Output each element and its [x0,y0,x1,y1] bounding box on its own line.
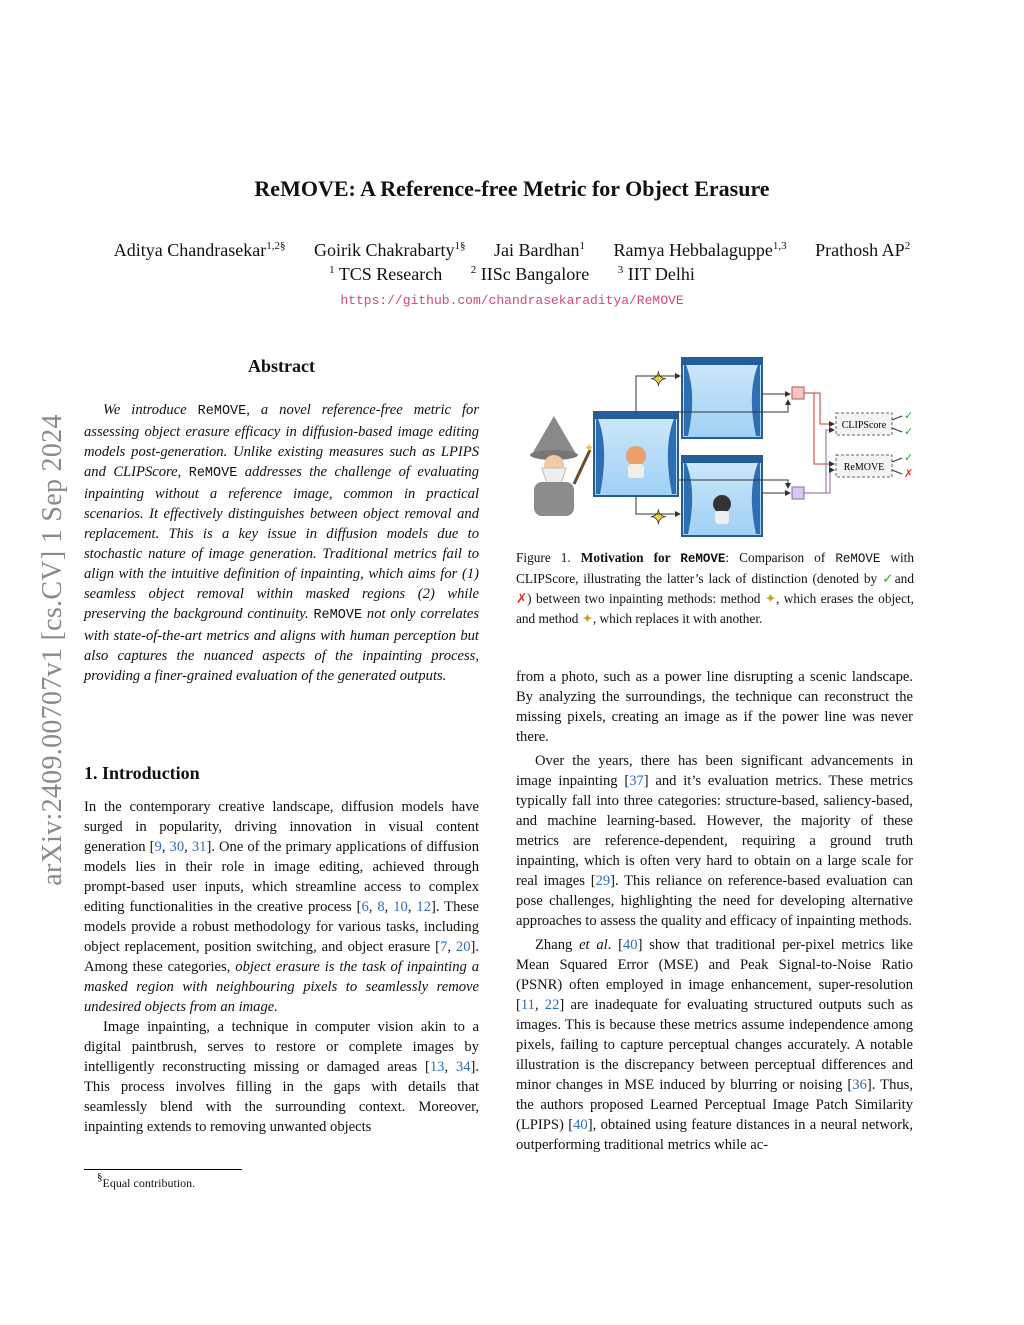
section-heading-introduction: 1. Introduction [84,763,200,783]
embedding-node-bottom [792,487,804,499]
figure-1-caption: Figure 1. Motivation for ReMOVE: Comparison of ReMOVE with CLIPScore, illustrating the latter’s lack of distinction (denoted by ✓and ✗) between two inpainting methods: method ✦, which erases the object, and method ✦, which replaces it with another. [516,550,915,626]
abstract-paragraph: We introduce ReMOVE, a novel reference-free metric for assessing object erasure efficacy in diffusion-based image editing models post-generation. Unlike existing measures such as LPIPS and CLIPScore, ReMOVE addresses the challenge of evaluating inpainting without a reference image, common in practical scenarios. It effectively distinguishes between object removal and replacement. This is a key issue in diffusion models due to stochastic nature of image generation. Traditional metrics fail to align with the intuitive definition of inpainting, which aims for (1) seamless object removal within masked regions (2) while preserving the background continuity. ReMOVE not only correlates with state-of-the-art metrics and aligns with human perception but also captures the nuanced aspects of the inpainting process, providing a finer-grained evaluation of the generated outputs. [84,402,480,684]
embedding-node-top [792,387,804,399]
citation-link[interactable]: 34 [455,1059,471,1075]
citation-link[interactable]: 37 [629,773,644,789]
citation-link[interactable]: 40 [573,1117,588,1133]
citation-link[interactable]: 7 [440,939,448,955]
citation-link[interactable]: 10 [393,899,408,915]
check-mark: ✓ [904,426,914,438]
affiliation-2: $^2$ IISc Bangalore [470,264,590,284]
paper-title: ReMOVE: A Reference-free Metric for Object Erasure [254,176,770,201]
author-list [0,240,1024,261]
affiliation-3: $^3$ IIT Delhi [617,264,695,284]
method-b-sparkle-icon: ✦ [650,507,667,529]
output-image-erased [682,358,762,438]
citation-link[interactable]: 8 [377,899,385,915]
arxiv-id: arXiv:2409.00707v1 [cs.CV] 1 Sep 2024 [37,414,68,886]
citation-link[interactable]: 22 [544,997,560,1013]
sparkle-icon: ✦ [764,591,776,606]
introduction-body [84,797,479,1137]
footnote-rule [84,1169,242,1170]
affiliation-list [0,264,1024,285]
github-link[interactable]: https://github.com/chandrasekaraditya/ReMOVE [340,293,684,308]
citation-link[interactable]: 40 [623,937,638,953]
citation-link[interactable]: 12 [416,899,432,915]
affiliation-1: $^1$ TCS Research [329,264,443,284]
author-4: Ramya Hebbalaguppe$^{1,3}$ [613,240,787,260]
right-column-body [516,667,913,1155]
method-name: ReMOVE [313,608,363,623]
method-a-sparkle-icon: ✦ [650,369,667,391]
citation-link[interactable]: 36 [852,1077,867,1093]
svg-text:ReMOVE: ReMOVE [843,462,885,473]
svg-text:CLIPScore: CLIPScore [841,420,887,431]
intro-paragraph-1: In the contemporary creative landscape, diffusion models have surged in popularity, driving innovation in visual content generation [9, 30, 31]. One of the primary applications of diffusion models lies in their role in image editing, achieved through prompt-based user inputs, which streamline access to complex editing functionalities in the creative process [6, 8, 10, 12]. These models provide a robust methodology for various tasks, including object replacement, position switching, and object erasure [7, 20]. Among these categories, object erasure is the task of inpainting a masked region with neighbouring pixels to seamlessly remove undesired objects from an image. [84,799,480,1015]
remove-box [836,455,892,477]
right-paragraph-2: Over the years, there has been significant advancements in image inpainting [37] and it’s evaluation metrics. These metrics typically fall into three categories: structure-based, saliency-based, and machine learning-based. However, the majority of these metrics are reference-dependent, requiring a ground truth inpainting, which is often very hard to obtain on a large scale for real images [29]. This reliance on reference-based evaluation can pose challenges, highlighting the need for developing alternative approaches to assess the quality and efficacy of inpainting methods. [516,753,913,929]
citation-link[interactable]: 11 [520,997,535,1013]
cross-mark: ✗ [516,591,528,606]
wizard-icon [530,416,594,516]
figure-1-diagram [512,352,924,540]
author-1: Aditya Chandrasekar$^{1,2\S}$ [113,240,286,260]
citation-link[interactable]: 20 [455,939,471,955]
check-mark: ✓ [882,571,895,586]
author-5: Prathosh $AP^2$ [815,240,911,260]
citation-link[interactable]: 9 [154,839,162,855]
abstract-heading: Abstract [248,356,315,376]
right-paragraph-1: from a photo, such as a power line disrupting a scenic landscape. By analyzing the surroundings, the technique can reconstruct the missing pixels, creating an image as if the power line was never there. [516,669,913,745]
svg-text:✦: ✦ [584,441,595,455]
citation-link[interactable]: 31 [191,839,207,855]
cross-mark: ✗ [904,468,914,480]
method-name: ReMOVE [188,466,238,481]
output-image-replaced [682,456,762,536]
arxiv-sidebar-stamp [27,365,75,935]
method-name: ReMOVE [197,404,247,419]
author-3: Jai Bardhan$^1$ [493,240,585,260]
sparkle-icon: ✦ [581,611,593,626]
citation-link[interactable]: 30 [169,839,185,855]
check-mark: ✓ [904,410,914,422]
clipscore-box [836,413,892,435]
author-2: Goirik Chakrabarty$^{1\S}$ [314,240,466,260]
check-mark: ✓ [904,452,914,464]
citation-link[interactable]: 6 [361,899,369,915]
abstract-body [84,400,479,686]
intro-paragraph-2: Image inpainting, a technique in computer vision akin to a digital paintbrush, serves to restore or complete images by intelligently reconstructing missing or damaged areas [13, 34]. This process involves filling in the gaps with details that seamlessly blend with the surrounding context. Moreover, inpainting extends to removing unwanted objects [84,1019,479,1135]
right-paragraph-3: Zhang et al. [40] show that traditional per-pixel metrics like Mean Squared Error (MSE) and Peak Signal-to-Noise Ratio (PSNR) often employed in image enhancement, super-resolution [11, 22] are inadequate for evaluating structured outputs such as images. This is because these metrics assume independence among pixels, failing to capture perceptual changes accurately. A notable illustration is the discrepancy between perceptual differences and minor changes in MSE induced by blurring or noising [36]. Thus, the authors proposed Learned Perceptual Image Patch Similarity (LPIPS) [40], obtained using feature distances in a neural network, outperforming traditional metrics while ac- [516,937,914,1153]
citation-link[interactable]: 29 [595,873,611,889]
citation-link[interactable]: 13 [429,1059,445,1075]
source-image [594,412,678,496]
footnote: §Equal contribution. [97,1171,196,1190]
